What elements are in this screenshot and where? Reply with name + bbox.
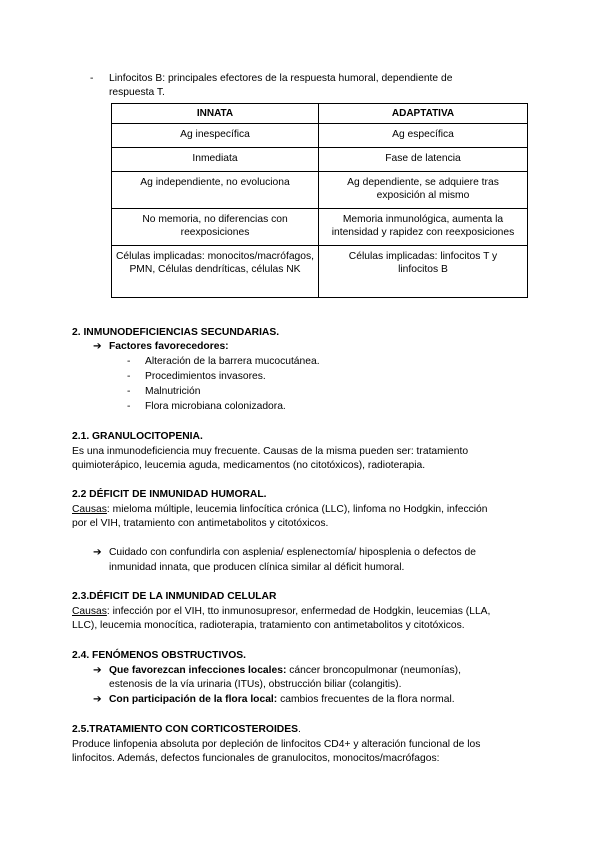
obstructive-item-1 — [109, 664, 461, 678]
table-row — [112, 148, 528, 172]
innate-vs-adaptive-table — [111, 103, 528, 298]
section-2-5-title-text: 2.5.TRATAMIENTO CON CORTICOSTEROIDES — [72, 724, 298, 735]
section-2-5-title-dot: . — [297, 724, 301, 735]
table-header-innata: INNATA — [112, 104, 319, 124]
table-header-row — [112, 104, 528, 124]
causas-text: : mieloma múltiple, leucemia linfocítica crónica (LLC), linfoma no Hodgkin, infección — [106, 504, 488, 515]
intro-line-1: Linfocitos B: principales efectores de la respuesta humoral, dependiente de — [109, 73, 453, 84]
table-row — [112, 246, 528, 298]
section-2-1-line-2: quimioterápico, leucemia aguda, medicamentos (no citotóxicos), radioterapia. — [72, 460, 426, 471]
section-2-3-title: 2.3.DÉFICIT DE LA INMUNIDAD CELULAR — [72, 591, 277, 602]
causas-label: Causas — [72, 606, 107, 617]
factors-label: Factores favorecedores: — [109, 341, 229, 352]
arrow-icon: ➔ — [93, 694, 102, 705]
arrow-icon: ➔ — [93, 547, 102, 558]
item-bold: Que favorezcan infecciones locales: — [109, 665, 287, 676]
table-cell: Ag específica — [319, 124, 528, 148]
table-cell: Ag inespecífica — [112, 124, 319, 148]
arrow-icon: ➔ — [93, 665, 102, 676]
section-2-2-line-1 — [72, 503, 488, 517]
list-dash: - — [127, 356, 131, 367]
list-item: Malnutrición — [145, 386, 201, 397]
bullet-dash: - — [90, 73, 94, 84]
list-dash: - — [127, 386, 131, 397]
table-row — [112, 172, 528, 209]
list-dash: - — [127, 371, 131, 382]
table-row — [112, 209, 528, 246]
table-cell: Inmediata — [112, 148, 319, 172]
table-cell: Células implicadas: linfocitos T y linfocitos B — [319, 246, 528, 298]
note-line-1: Cuidado con confundirla con asplenia/ esplenectomía/ hipospleniа o defectos de — [109, 547, 476, 558]
list-dash: - — [127, 401, 131, 412]
table-cell: No memoria, no diferencias con reexposiciones — [112, 209, 319, 246]
item-text: cáncer broncopulmonar (neumonías), — [286, 665, 461, 676]
table-cell: Ag independiente, no evoluciona — [112, 172, 319, 209]
list-item: Alteración de la barrera mucocutánea. — [145, 356, 320, 367]
section-2-title: 2. INMUNODEFICIENCIAS SECUNDARIAS. — [72, 327, 280, 338]
section-2-1-line-1: Es una inmunodeficiencia muy frecuente. Causas de la misma pueden ser: tratamiento — [72, 446, 469, 457]
item-text: cambios frecuentes de la flora normal. — [277, 694, 455, 705]
section-2-2-line-2: por el VIH, tratamiento con antimetabolitos y citotóxicos. — [72, 518, 329, 529]
obstructive-item-2 — [109, 693, 455, 707]
section-2-1-title: 2.1. GRANULOCITOPENIA. — [72, 431, 203, 442]
section-2-4-title: 2.4. FENÓMENOS OBSTRUCTIVOS. — [72, 650, 246, 661]
section-2-3-line-1 — [72, 605, 490, 619]
causas-text: : infección por el VIH, tto inmunosupresor, enfermedad de Hodgkin, leucemias (LLA, — [106, 606, 491, 617]
arrow-icon: ➔ — [93, 341, 102, 352]
list-item: Flora microbiana colonizadora. — [145, 401, 286, 412]
section-2-5-line-1: Produce linfopenia absoluta por depleción de linfocitos CD4+ y alteración funcional de los — [72, 739, 481, 750]
section-2-2-title: 2.2 DÉFICIT DE INMUNIDAD HUMORAL. — [72, 489, 267, 500]
section-2-5-line-2: linfocitos. Además, defectos funcionales de granulocitos, monocitos/macrófagos: — [72, 753, 440, 764]
table-header-adaptativa: ADAPTATIVA — [319, 104, 528, 124]
obstructive-item-1-line-2: estenosis de la vía urinaria (ITUs), obstrucción biliar (colangitis). — [109, 679, 402, 690]
list-item: Procedimientos invasores. — [145, 371, 266, 382]
table-cell: Células implicadas: monocitos/macrófagos, PMN, Células dendríticas, células NK — [112, 246, 319, 298]
table-cell: Memoria inmunológica, aumenta la intensidad y rapidez con reexposiciones — [319, 209, 528, 246]
causas-label: Causas — [72, 504, 107, 515]
section-2-3-line-2: LLC), leucemia monocítica, radioterapia, tratamiento con antimetabolitos y citotóxicos. — [72, 620, 465, 631]
table-cell: Ag dependiente, se adquiere tras exposición al mismo — [319, 172, 528, 209]
intro-line-2: respuesta T. — [109, 87, 165, 98]
table-cell: Fase de latencia — [319, 148, 528, 172]
section-2-5-title — [72, 723, 301, 737]
table-row — [112, 124, 528, 148]
item-bold: Con participación de la flora local: — [109, 694, 278, 705]
note-line-2: inmunidad innata, que producen clínica similar al déficit humoral. — [109, 562, 405, 573]
